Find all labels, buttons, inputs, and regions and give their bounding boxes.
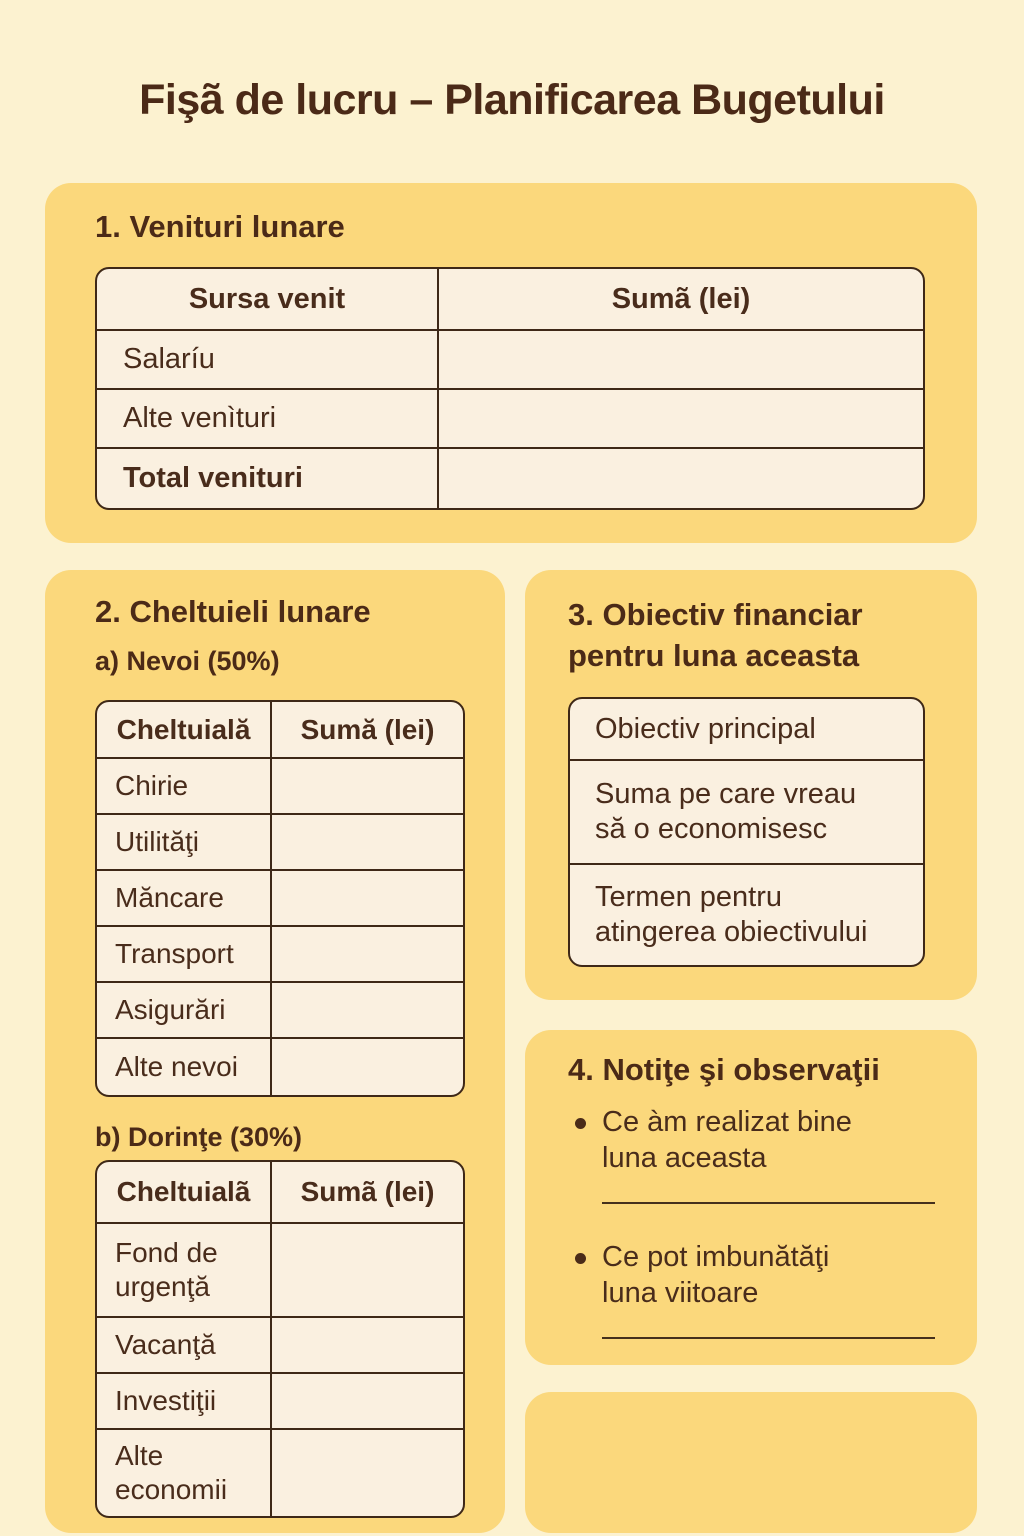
needs-row-label: Chirie	[97, 759, 272, 813]
goal-amount-field[interactable]: Suma pe care vreau să o economisesc	[570, 761, 923, 865]
wants-row-label: Fond de urgenţă	[97, 1224, 272, 1316]
table-row	[97, 1374, 463, 1430]
needs-transport-value-cell[interactable]	[272, 927, 463, 981]
wants-header-expense: Cheltuialã	[97, 1162, 272, 1222]
table-row	[97, 871, 463, 927]
income-table	[95, 267, 925, 510]
wants-header-amount: Sumã (lei)	[300, 1176, 435, 1207]
note-write-line[interactable]	[602, 1202, 935, 1204]
goal-panel	[568, 697, 925, 967]
wants-row-label: Alte economii	[97, 1430, 272, 1516]
needs-rent-value-cell[interactable]	[272, 759, 463, 813]
income-salary-value-cell[interactable]	[439, 331, 923, 388]
income-header-source: Sursa venit	[97, 269, 439, 329]
wants-emergency-value-cell[interactable]	[272, 1224, 463, 1316]
bullet-icon	[575, 1118, 586, 1129]
needs-row-label: Alte nevoi	[97, 1039, 272, 1095]
table-row	[97, 331, 923, 390]
income-other-value-cell[interactable]	[439, 390, 923, 447]
wants-row-label: Investiţii	[97, 1374, 272, 1428]
needs-insurance-value-cell[interactable]	[272, 983, 463, 1037]
section-goal-card	[525, 570, 977, 1000]
section-expenses-card	[45, 570, 505, 1533]
needs-row-label: Asigurări	[97, 983, 272, 1037]
needs-table	[95, 700, 465, 1097]
note-write-line[interactable]	[602, 1337, 935, 1339]
income-table-header-row	[97, 269, 923, 331]
needs-table-header-row	[97, 702, 463, 759]
wants-investments-value-cell[interactable]	[272, 1374, 463, 1428]
income-total-label: Total venituri	[97, 449, 439, 508]
income-row-label: Alte venìturi	[97, 390, 439, 447]
page-title: Fişã de lucru – Planificarea Bugetului	[139, 76, 885, 124]
income-row-label: Salaríu	[97, 331, 439, 388]
needs-other-value-cell[interactable]	[272, 1039, 463, 1095]
table-row	[97, 1318, 463, 1374]
table-row	[97, 1039, 463, 1095]
needs-food-value-cell[interactable]	[272, 871, 463, 925]
needs-row-label: Transport	[97, 927, 272, 981]
section-2a-subheading: a) Nevoi (50%)	[95, 646, 280, 676]
needs-utilities-value-cell[interactable]	[272, 815, 463, 869]
bullet-icon	[575, 1253, 586, 1264]
needs-row-label: Măncare	[97, 871, 272, 925]
wants-row-label: Vacanţă	[97, 1318, 272, 1372]
needs-header-expense: Cheltuială	[97, 702, 272, 757]
needs-row-label: Utilităţi	[97, 815, 272, 869]
wants-table	[95, 1160, 465, 1518]
table-row	[97, 759, 463, 815]
goal-main-objective-field[interactable]: Obiectiv principal	[570, 699, 923, 761]
wants-table-header-row	[97, 1162, 463, 1224]
table-row	[97, 1430, 463, 1516]
needs-header-amount: Sumă (lei)	[300, 713, 435, 745]
wants-vacation-value-cell[interactable]	[272, 1318, 463, 1372]
section-2b-subheading: b) Dorinţe (30%)	[95, 1122, 303, 1152]
section-1-heading: 1. Venituri lunare	[95, 209, 345, 244]
section-3-heading: 3. Obiectiv financiar pentru luna aceasta	[568, 597, 863, 673]
section-income-card	[45, 183, 977, 543]
income-header-amount: Sumã (lei)	[611, 282, 751, 315]
table-row	[97, 927, 463, 983]
note-text: Ce pot imbunătăţi luna viitoare	[602, 1241, 830, 1309]
notes-list	[575, 1104, 955, 1374]
table-row	[97, 449, 923, 508]
table-row	[97, 1224, 463, 1318]
empty-card	[525, 1392, 977, 1533]
wants-savings-value-cell[interactable]	[272, 1430, 463, 1516]
section-4-heading: 4. Notiţe şi observaţii	[568, 1052, 880, 1087]
income-total-value-cell[interactable]	[439, 449, 923, 508]
table-row	[97, 815, 463, 871]
list-item	[575, 1104, 955, 1176]
note-text: Ce àm realizat bine luna aceasta	[602, 1106, 852, 1174]
table-row	[97, 983, 463, 1039]
section-notes-card	[525, 1030, 977, 1365]
section-2-heading: 2. Cheltuieli lunare	[95, 594, 371, 629]
list-item	[575, 1239, 955, 1311]
table-row	[97, 390, 923, 449]
goal-deadline-field[interactable]: Termen pentru atingerea obiectivului	[595, 881, 868, 948]
